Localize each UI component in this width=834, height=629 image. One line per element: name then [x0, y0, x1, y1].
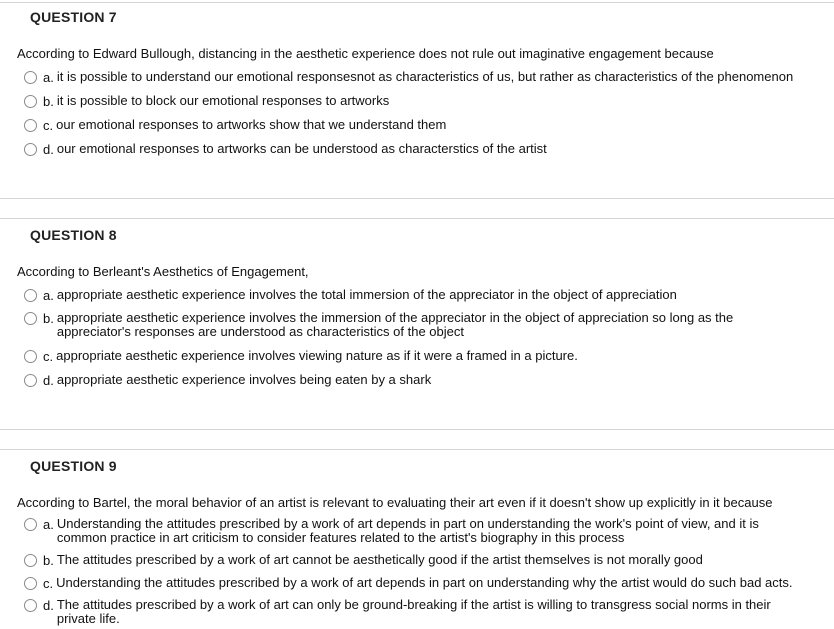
option-letter: d. — [43, 598, 54, 613]
option-letter: a. — [43, 288, 54, 303]
radio-button[interactable] — [24, 143, 37, 156]
radio-button[interactable] — [24, 577, 37, 590]
radio-button[interactable] — [24, 312, 37, 325]
option-text: appropriate aesthetic experience involves the immersion of the appreciator in the object of appreciation so long as the appreciator's responses are understood as characteristics of the object — [56, 310, 734, 339]
radio-button[interactable] — [24, 289, 37, 302]
option-text: The attitudes prescribed by a work of art cannot be aesthetically good if the artist themselves is not morally good — [56, 552, 703, 567]
option-text: it is possible to understand our emotional responsesnot as characteristics of us, but rather as characteristics of the phenomenon — [56, 69, 794, 84]
question-7-title: QUESTION 7 — [30, 9, 117, 25]
option-letter: c. — [43, 349, 54, 364]
q7-option-d[interactable] — [24, 142, 547, 157]
divider — [0, 218, 834, 219]
option-letter: b. — [43, 311, 54, 326]
question-9-title: QUESTION 9 — [30, 458, 117, 474]
option-text: appropriate aesthetic experience involves viewing nature as if it were a framed in a picture. — [56, 348, 578, 363]
divider — [0, 449, 834, 450]
question-7-prompt: According to Edward Bullough, distancing in the aesthetic experience does not rule out imaginative engagement because — [17, 46, 714, 61]
option-text: Understanding the attitudes prescribed by a work of art depends in part on understanding why the artist would do such bad acts. — [56, 575, 793, 590]
radio-button[interactable] — [24, 71, 37, 84]
option-text: appropriate aesthetic experience involves the total immersion of the appreciator in the object of appreciation — [56, 287, 677, 302]
option-letter: b. — [43, 553, 54, 568]
divider — [0, 198, 834, 199]
radio-button[interactable] — [24, 554, 37, 567]
radio-button[interactable] — [24, 350, 37, 363]
radio-button[interactable] — [24, 518, 37, 531]
divider — [0, 2, 834, 3]
question-9-prompt: According to Bartel, the moral behavior of an artist is relevant to evaluating their art even if it doesn't show up explicitly in it because — [17, 495, 773, 510]
q8-option-a[interactable] — [24, 288, 677, 303]
q9-option-c[interactable] — [24, 576, 793, 591]
q9-option-a[interactable] — [24, 517, 787, 545]
option-text: our emotional responses to artworks can be understood as characterstics of the artist — [56, 141, 547, 156]
q7-option-a[interactable] — [24, 70, 793, 85]
q8-option-b[interactable] — [24, 311, 757, 339]
radio-button[interactable] — [24, 95, 37, 108]
option-text: our emotional responses to artworks show that we understand them — [56, 117, 447, 132]
divider — [0, 429, 834, 430]
q9-option-d[interactable] — [24, 598, 787, 626]
question-8-prompt: According to Berleant's Aesthetics of Engagement, — [17, 264, 309, 279]
radio-button[interactable] — [24, 599, 37, 612]
option-letter: c. — [43, 576, 54, 591]
option-letter: c. — [43, 118, 54, 133]
option-letter: b. — [43, 94, 54, 109]
q8-option-c[interactable] — [24, 349, 578, 364]
q7-option-c[interactable] — [24, 118, 446, 133]
option-text: appropriate aesthetic experience involves being eaten by a shark — [56, 372, 432, 387]
option-letter: a. — [43, 70, 54, 85]
radio-button[interactable] — [24, 119, 37, 132]
option-letter: d. — [43, 373, 54, 388]
option-text: The attitudes prescribed by a work of art can only be ground-breaking if the artist is willing to transgress social norms in their private life. — [56, 597, 771, 626]
question-8-title: QUESTION 8 — [30, 227, 117, 243]
option-letter: d. — [43, 142, 54, 157]
q9-option-b[interactable] — [24, 553, 703, 568]
q8-option-d[interactable] — [24, 373, 431, 388]
radio-button[interactable] — [24, 374, 37, 387]
q7-option-b[interactable] — [24, 94, 389, 109]
option-letter: a. — [43, 517, 54, 532]
option-text: Understanding the attitudes prescribed by a work of art depends in part on understanding the work's point of view, and it is common practice in art criticism to consider features related to the artist's biography in this process — [56, 516, 759, 545]
option-text: it is possible to block our emotional responses to artworks — [56, 93, 390, 108]
